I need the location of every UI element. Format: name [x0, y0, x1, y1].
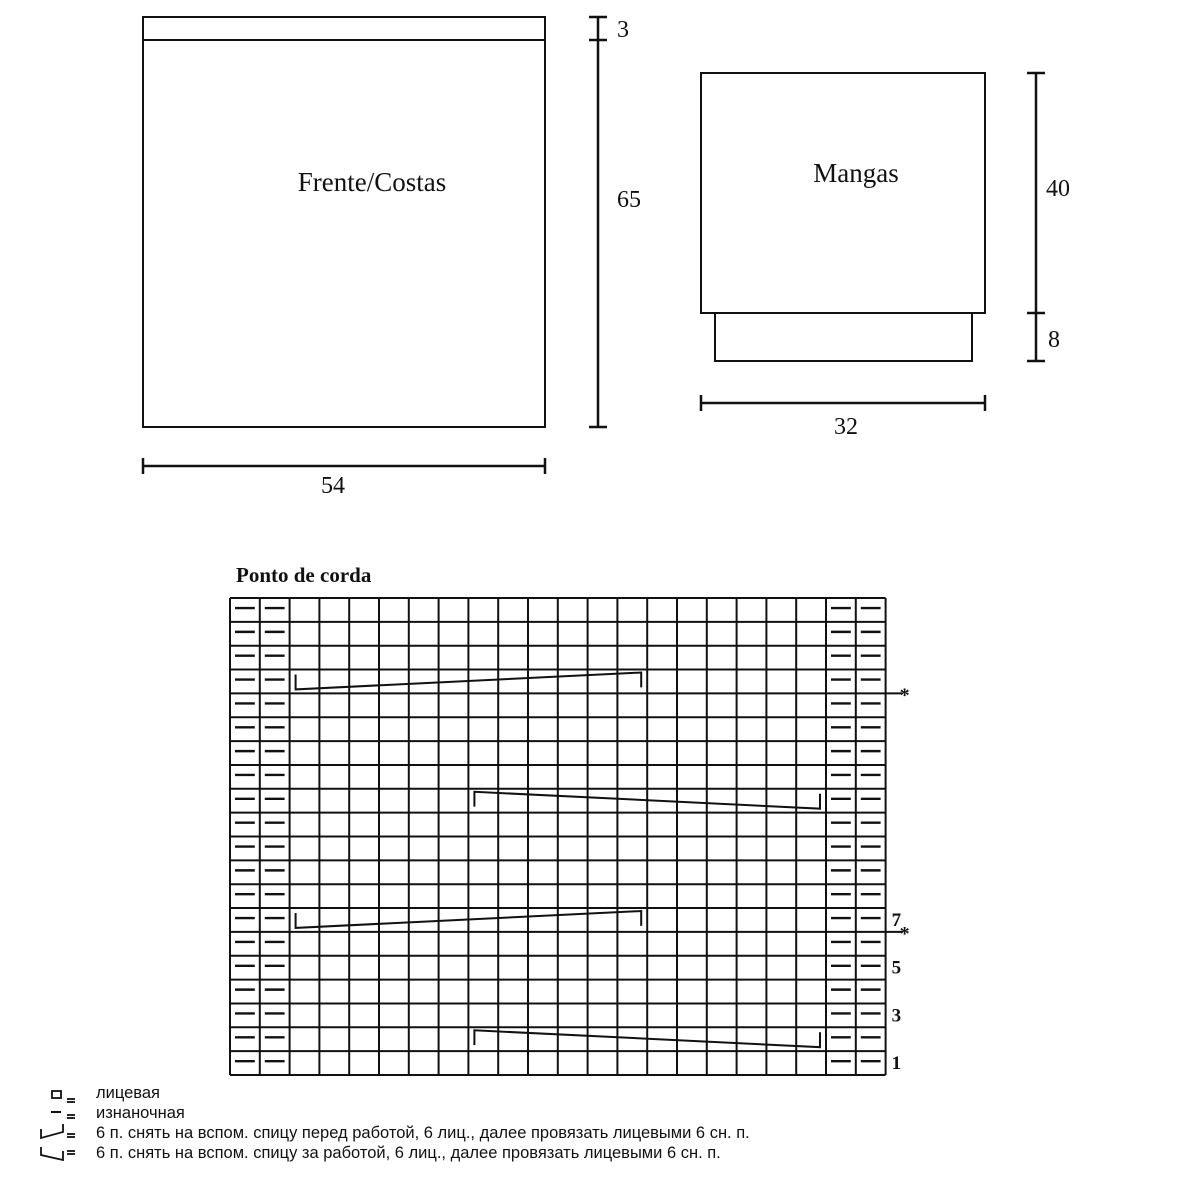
body-outline	[143, 17, 545, 427]
sleeve-cuff-outline	[715, 313, 972, 361]
legend-knit-text: лицевая	[96, 1084, 160, 1102]
repeat-marker: *	[899, 922, 910, 945]
body-width-dimension	[143, 458, 545, 474]
cable-front-symbol-icon	[38, 1123, 90, 1143]
body-ribbing-value: 3	[617, 17, 629, 43]
sleeve-width-dimension	[701, 395, 985, 411]
sleeve-piece	[701, 73, 985, 361]
chart-title: Ponto de corda	[236, 563, 372, 587]
legend	[38, 1083, 1038, 1163]
row-number-label: 3	[891, 1005, 902, 1027]
row-number-label: 1	[891, 1053, 902, 1075]
repeat-marker: *	[899, 684, 910, 707]
sleeve-height-value: 40	[1046, 176, 1070, 202]
legend-item-cable-back	[38, 1143, 1038, 1163]
sleeve-cuff-value: 8	[1048, 327, 1060, 353]
sleeve-label: Mangas	[813, 158, 899, 188]
legend-cable-front-text: 6 п. снять на вспом. спицу перед работой, 6 лиц., далее провязать лицевыми 6 сн. п.	[96, 1124, 750, 1142]
row-number-label: 7	[891, 909, 902, 931]
body-width-value: 54	[321, 473, 345, 499]
legend-item-cable-front	[38, 1123, 1038, 1143]
knit-symbol-icon	[38, 1083, 90, 1103]
legend-cable-back-text: 6 п. снять на вспом. спицу за работой, 6 лиц., далее провязать лицевыми 6 сн. п.	[96, 1144, 721, 1162]
body-label: Frente/Costas	[297, 167, 447, 197]
legend-purl-text: изнаночная	[96, 1104, 185, 1122]
cable-back-symbol-icon	[38, 1143, 90, 1163]
sleeve-width-value: 32	[834, 414, 858, 440]
sleeve-height-dimension	[1027, 73, 1045, 361]
body-piece	[143, 17, 545, 427]
legend-item-purl	[38, 1103, 1038, 1123]
row-number-label: 5	[891, 957, 902, 979]
stitch-chart	[230, 598, 910, 1075]
purl-symbol-icon	[38, 1103, 90, 1123]
legend-item-knit	[38, 1083, 1038, 1103]
sleeve-outline	[701, 73, 985, 313]
body-height-value: 65	[617, 187, 641, 213]
body-height-dimension	[589, 17, 607, 427]
